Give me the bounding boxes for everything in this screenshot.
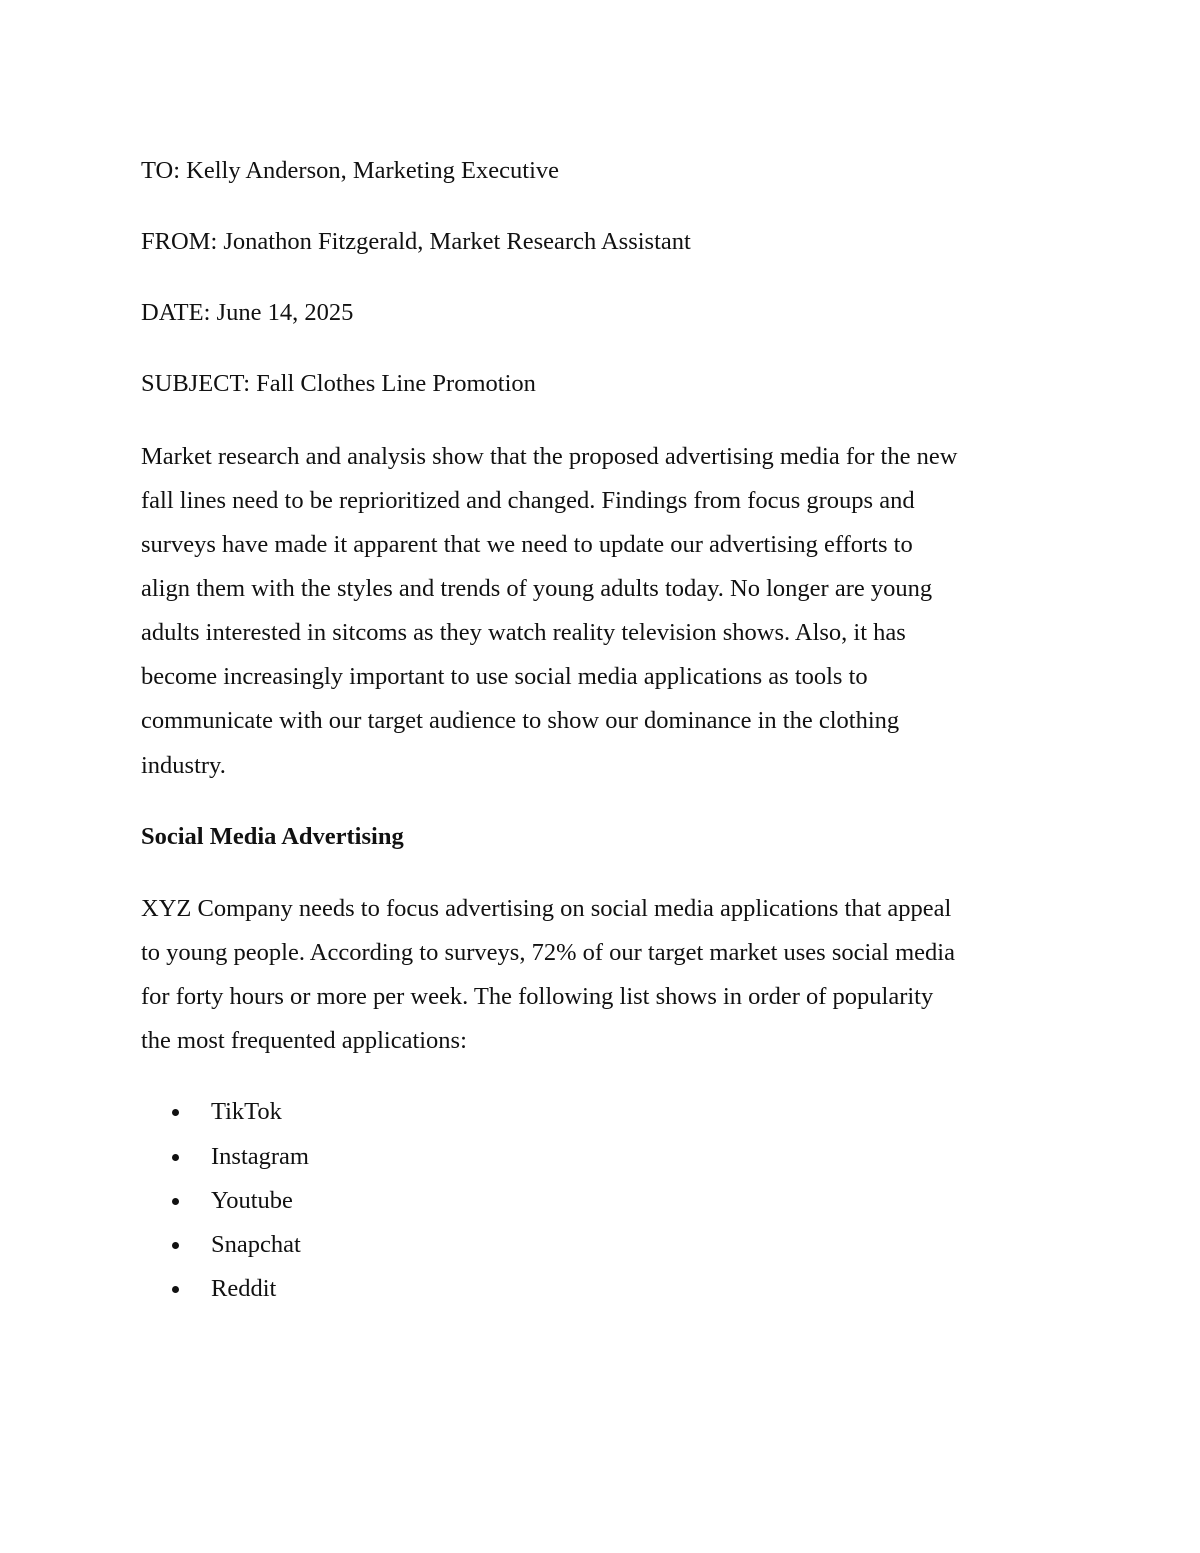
section-heading: Social Media Advertising xyxy=(141,823,404,850)
list-item xyxy=(172,1186,293,1216)
bullet-icon xyxy=(172,1109,179,1116)
list-item xyxy=(172,1230,301,1260)
section-line: the most frequented applications: xyxy=(141,1027,467,1054)
section-line: to young people. According to surveys, 72% of our target market uses social media xyxy=(141,939,955,966)
list-item-label: Instagram xyxy=(211,1143,309,1170)
memo-date: DATE: June 14, 2025 xyxy=(141,299,354,326)
intro-line: surveys have made it apparent that we need to update our advertising efforts to xyxy=(141,531,913,558)
intro-line: align them with the styles and trends of young adults today. No longer are young xyxy=(141,575,933,602)
list-item-label: Youtube xyxy=(211,1187,293,1214)
bullet-icon xyxy=(172,1154,179,1161)
list-item-label: Snapchat xyxy=(211,1231,301,1258)
list-item-label: Reddit xyxy=(211,1275,277,1302)
list-item xyxy=(172,1097,282,1127)
intro-line: become increasingly important to use social media applications as tools to xyxy=(141,663,868,690)
list-item xyxy=(172,1142,309,1172)
list-item xyxy=(172,1274,276,1304)
bullet-icon xyxy=(172,1198,179,1205)
intro-line: fall lines need to be reprioritized and changed. Findings from focus groups and xyxy=(141,487,915,514)
intro-line: adults interested in sitcoms as they watch reality television shows. Also, it has xyxy=(141,619,906,646)
memo-to: TO: Kelly Anderson, Marketing Executive xyxy=(141,157,559,184)
memo-from: FROM: Jonathon Fitzgerald, Market Research Assistant xyxy=(141,228,691,255)
section-line: XYZ Company needs to focus advertising on social media applications that appeal xyxy=(141,895,952,922)
intro-line: industry. xyxy=(141,752,226,779)
bullet-icon xyxy=(172,1242,179,1249)
intro-line: communicate with our target audience to show our dominance in the clothing xyxy=(141,707,900,734)
section-line: for forty hours or more per week. The following list shows in order of popularity xyxy=(141,983,934,1010)
list-item-label: TikTok xyxy=(211,1098,282,1125)
intro-line: Market research and analysis show that the proposed advertising media for the new xyxy=(141,443,958,470)
bullet-icon xyxy=(172,1286,179,1293)
memo-subject: SUBJECT: Fall Clothes Line Promotion xyxy=(141,370,536,397)
